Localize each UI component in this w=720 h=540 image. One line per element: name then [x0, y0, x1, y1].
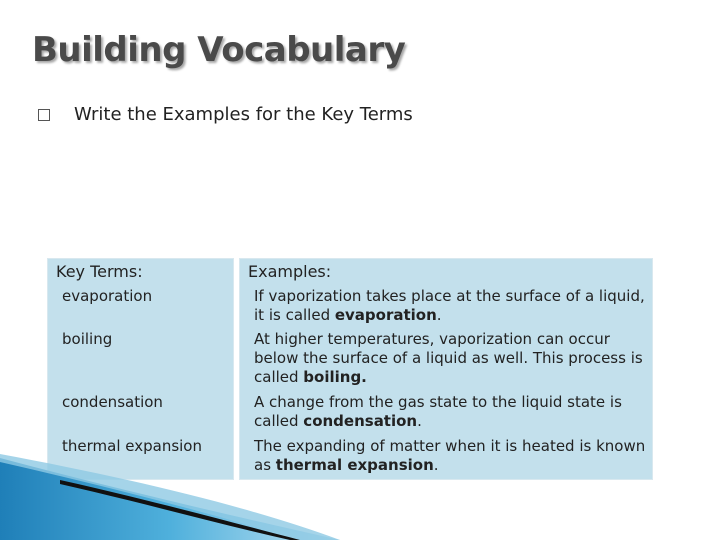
example-evaporation — [254, 287, 646, 325]
example-text-end: . — [433, 456, 439, 474]
term-evaporation: evaporation — [62, 287, 153, 305]
example-keyword: thermal expansion — [275, 456, 434, 474]
examples-heading: Examples: — [248, 262, 332, 281]
term-thermal-expansion: thermal expansion — [62, 437, 202, 455]
slide-title: Building Vocabulary — [32, 30, 406, 70]
example-text: A change from the gas state to the liquid state is called — [254, 393, 622, 430]
term-condensation: condensation — [62, 393, 163, 411]
example-text: At higher temperatures, vaporization can occur below the surface of a liquid as well. This process is called — [254, 330, 643, 386]
example-keyword: boiling. — [303, 368, 367, 386]
example-text-end: . — [436, 306, 442, 324]
bullet-item — [38, 104, 413, 125]
example-condensation — [254, 393, 646, 431]
key-terms-heading: Key Terms: — [56, 262, 143, 281]
bullet-text: Write the Examples for the Key Terms — [74, 104, 413, 125]
example-text-end: . — [417, 412, 422, 430]
example-keyword: condensation — [303, 412, 418, 430]
checkbox-bullet-icon — [38, 109, 50, 121]
example-text: If vaporization takes place at the surface of a liquid, it is called — [254, 287, 645, 324]
example-text: The expanding of matter when it is heated is known as — [254, 437, 646, 474]
example-boiling — [254, 330, 646, 387]
decorative-swoosh — [0, 440, 720, 540]
term-boiling: boiling — [62, 330, 113, 348]
example-keyword: evaporation — [334, 306, 437, 324]
